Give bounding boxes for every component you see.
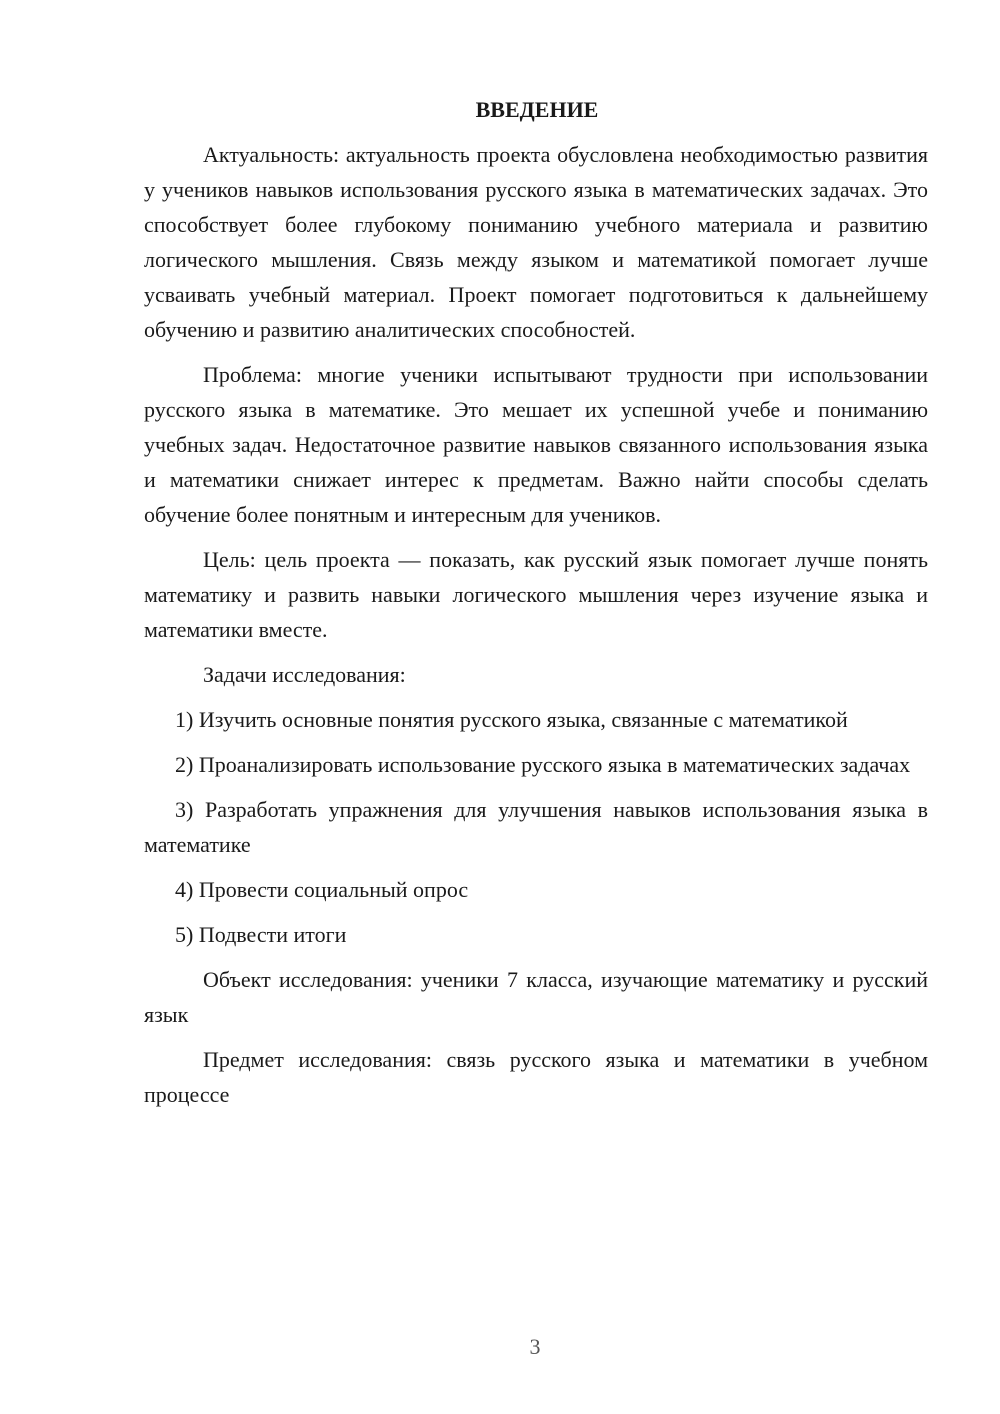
page-content — [144, 92, 928, 1122]
page-number: 3 — [529, 1334, 541, 1359]
section-title: ВВЕДЕНИЕ — [475, 97, 599, 122]
task-item: 2) Проанализировать использование русского языка в математических задачах — [175, 752, 911, 777]
task-item: 3) Разработать упражнения для улучшения навыков использования языка в математике — [144, 797, 928, 857]
tasks-heading: Задачи исследования: — [203, 662, 406, 687]
subject-paragraph: Предмет исследования: связь русского языка и математики в учебном процессе — [144, 1047, 928, 1107]
tasks-list — [144, 702, 928, 952]
relevance-paragraph: Актуальность: актуальность проекта обусловлена необходимостью развития у учеников навыков использования русского языка в математических задачах. Это способствует более глубокому пониманию учебного материала и развитию логического мышления. Связь между языком и математикой помогает лучше усваивать учебный материал. Проект помогает подготовиться к дальнейшему обучению и развитию аналитических способностей. — [144, 142, 928, 342]
task-item: 5) Подвести итоги — [175, 922, 347, 947]
object-paragraph: Объект исследования: ученики 7 класса, изучающие математику и русский язык — [144, 967, 928, 1027]
goal-paragraph: Цель: цель проекта — показать, как русский язык помогает лучше понять математику и развить навыки логического мышления через изучение языка и математики вместе. — [144, 547, 928, 642]
task-item: 1) Изучить основные понятия русского языка, связанные с математикой — [175, 707, 848, 732]
task-item: 4) Провести социальный опрос — [175, 877, 469, 902]
problem-paragraph: Проблема: многие ученики испытывают трудности при использовании русского языка в математике. Это мешает их успешной учебе и пониманию учебных задач. Недостаточное развитие навыков связанного использования языка и математики снижает интерес к предметам. Важно найти способы сделать обучение более понятным и интересным для учеников. — [144, 362, 928, 527]
